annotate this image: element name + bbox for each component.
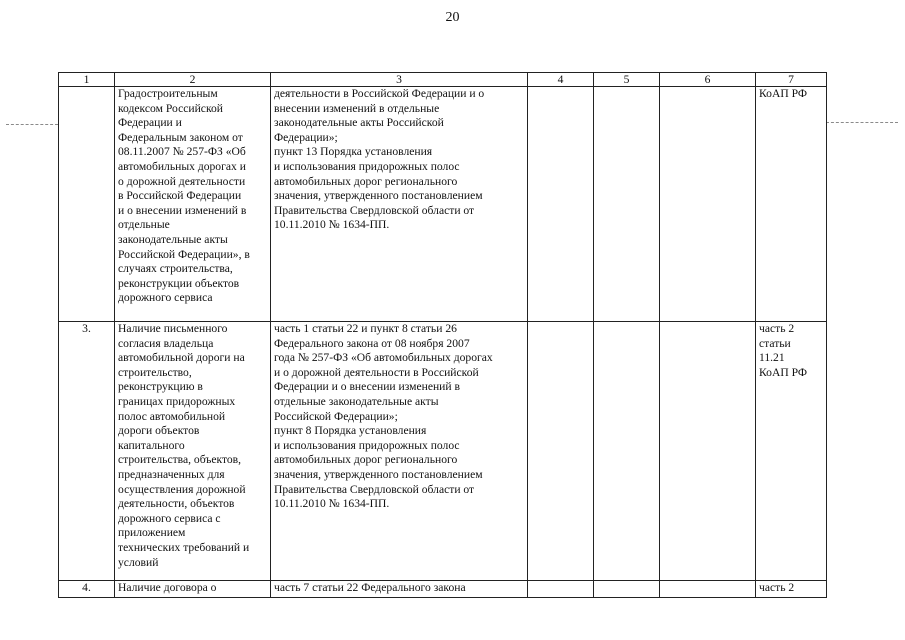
page-number: 20	[445, 10, 460, 25]
column-header: 1	[59, 73, 115, 87]
liability-cell: часть 2	[756, 581, 827, 598]
row-number: 3.	[59, 322, 115, 581]
table-row	[59, 87, 827, 322]
empty-cell	[528, 87, 594, 322]
empty-cell	[594, 87, 660, 322]
scan-artifact-right	[826, 122, 898, 123]
column-header: 4	[528, 73, 594, 87]
requirement-cell: Градостроительным кодексом Российской Федерации и Федеральным законом от 08.11.2007 № 257-ФЗ «Об автомобильных дорогах и о дорожной деятельности в Российской Федерации и о внесении изменений в отдельные законодательные акты Российской Федерации», в случаях строительства, реконструкции объектов дорожного сервиса	[115, 87, 271, 322]
requirement-cell: Наличие письменного согласия владельца автомобильной дороги на строительство, реконструкцию в границах придорожных полос автомобильной дороги объектов капитального строительства, объектов, предназначенных для осуществления дорожной деятельности, объектов дорожного сервиса с приложением технических требований и условий	[115, 322, 271, 581]
empty-cell	[660, 581, 756, 598]
empty-cell	[594, 322, 660, 581]
legal-basis-cell: деятельности в Российской Федерации и о внесении изменений в отдельные законодательные акты Российской Федерации»; пункт 13 Порядка установления и использования придорожных полос автомобильных дорог регионального значения, утвержденного постановлением Правительства Свердловской области от 10.11.2010 № 1634-ПП.	[271, 87, 528, 322]
table-row	[59, 581, 827, 598]
liability-cell: КоАП РФ	[756, 87, 827, 322]
row-number: 4.	[59, 581, 115, 598]
column-header: 5	[594, 73, 660, 87]
legal-basis-cell: часть 1 статьи 22 и пункт 8 статьи 26 Федерального закона от 08 ноября 2007 года № 257-ФЗ «Об автомобильных дорогах и о дорожной деятельности в Российской Федерации и о внесении изменений в отдельные законодательные акты Российской Федерации»; пункт 8 Порядка установления и использования придорожных полос автомобильных дорог регионального значения, утвержденного постановлением Правительства Свердловской области от 10.11.2010 № 1634-ПП.	[271, 322, 528, 581]
table-header-row	[59, 73, 827, 87]
requirement-cell: Наличие договора о	[115, 581, 271, 598]
row-number	[59, 87, 115, 322]
empty-cell	[528, 581, 594, 598]
liability-cell: часть 2 статьи 11.21 КоАП РФ	[756, 322, 827, 581]
column-header: 3	[271, 73, 528, 87]
empty-cell	[660, 87, 756, 322]
column-header: 7	[756, 73, 827, 87]
column-header: 2	[115, 73, 271, 87]
legal-basis-cell: часть 7 статьи 22 Федерального закона	[271, 581, 528, 598]
table-row	[59, 322, 827, 581]
scan-artifact-left	[6, 124, 58, 125]
column-header: 6	[660, 73, 756, 87]
empty-cell	[528, 322, 594, 581]
empty-cell	[594, 581, 660, 598]
requirements-table	[58, 72, 827, 598]
empty-cell	[660, 322, 756, 581]
